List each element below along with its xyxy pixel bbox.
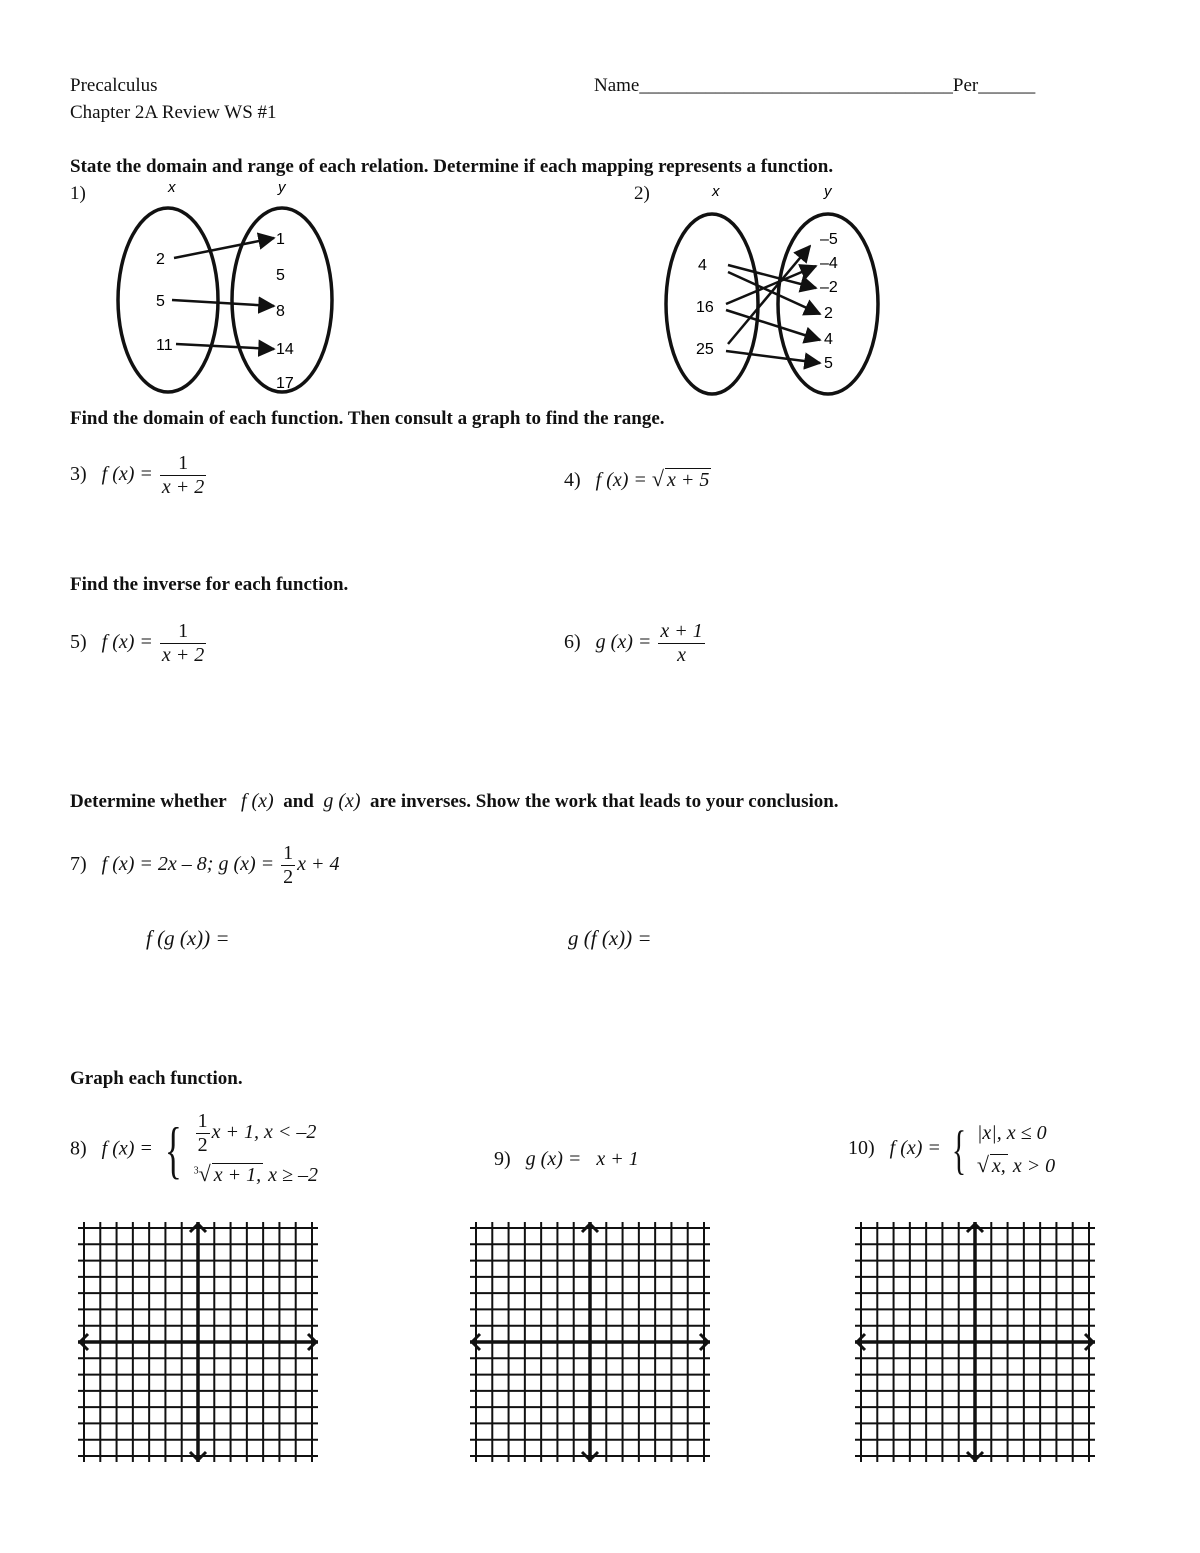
radical-sign: √ [651, 466, 664, 491]
problem-8 [70, 1110, 318, 1190]
problem-9 [494, 1148, 639, 1171]
problem-number: 9) [494, 1148, 511, 1170]
graph-grid-9[interactable] [470, 1222, 710, 1462]
piece-1 [194, 1110, 318, 1157]
denominator: x + 2 [161, 476, 205, 498]
name-field[interactable] [594, 75, 1035, 97]
inline-g: g (x) [323, 790, 361, 812]
radicand: x + 5 [667, 469, 710, 491]
fraction [160, 620, 206, 667]
piece-1-rest: x + 1, x < –2 [211, 1121, 317, 1144]
inverse-instructions: Find the inverse for each function. [70, 574, 349, 595]
radicand: x, [991, 1155, 1006, 1177]
left-brace: { [164, 1114, 182, 1185]
piece-2 [194, 1157, 318, 1190]
mapping-arrow [172, 300, 274, 306]
range-value: –2 [820, 279, 838, 296]
mapping-arrow [174, 238, 274, 258]
function-lhs: g (x) = [595, 631, 652, 654]
problem-7 [70, 842, 340, 889]
instructions-prefix: Determine whether [70, 791, 227, 812]
range-value: 4 [824, 331, 833, 348]
problem-number: 6) [564, 631, 581, 654]
piece-1: |x|, x ≤ 0 [976, 1122, 1047, 1144]
instructions-and: and [283, 791, 314, 812]
domain-value: 11 [156, 337, 173, 354]
inverses-check-instructions [70, 790, 839, 813]
graph-grid-8[interactable] [78, 1222, 318, 1462]
mapping-diagram-2 [660, 176, 890, 398]
piece-2-condition: x > 0 [1012, 1155, 1056, 1177]
denominator: x + 2 [161, 644, 205, 666]
worksheet-title: Chapter 2A Review WS #1 [70, 102, 277, 123]
fraction [196, 1110, 210, 1157]
g-rest: x + 4 [297, 853, 340, 876]
f-definition: f (x) = 2x – 8; [101, 853, 214, 876]
problem-number: 3) [70, 463, 87, 486]
domain-oval [118, 208, 218, 392]
mapping-arrow [726, 351, 820, 363]
piecewise-cases [977, 1118, 1055, 1181]
range-value: 5 [276, 267, 285, 284]
domain-value: 5 [156, 293, 165, 310]
domain-value: 16 [696, 299, 714, 316]
function-lhs: f (x) = [101, 463, 153, 486]
numerator: 1 [160, 452, 206, 476]
denominator: 2 [197, 1134, 208, 1156]
radicand: x + 1, [213, 1164, 262, 1186]
fg-composition-label: f (g (x)) = [146, 926, 230, 950]
radical-index: 3 [193, 1165, 199, 1177]
x-label: x [712, 183, 720, 200]
radical-sign: √ [198, 1161, 211, 1186]
range-value: 5 [824, 355, 833, 372]
y-label: y [278, 179, 286, 196]
problem-5 [70, 620, 208, 667]
domain-instructions: Find the domain of each function. Then consult a graph to find the range. [70, 408, 665, 429]
function-lhs: f (x) = [889, 1137, 941, 1160]
range-value: 14 [276, 341, 294, 358]
domain-value: 4 [698, 257, 707, 274]
per-label: Per______ [952, 75, 1036, 96]
inline-f: f (x) [240, 790, 274, 812]
y-label: y [824, 183, 832, 200]
numerator: x + 1 [660, 620, 703, 642]
piece-2-condition: x ≥ –2 [268, 1164, 318, 1186]
denominator: 2 [283, 866, 294, 888]
problem-1-number: 1) [70, 183, 86, 204]
function-lhs: f (x) = [595, 469, 647, 491]
name-label: Name_________________________________ [594, 75, 953, 96]
problem-number: 4) [564, 469, 581, 491]
course-title: Precalculus [70, 75, 158, 96]
mapping-diagram-1 [100, 176, 350, 398]
problem-3 [70, 452, 208, 499]
problem-number: 8) [70, 1137, 87, 1160]
numerator: 1 [160, 620, 206, 644]
domain-value: 2 [156, 251, 165, 268]
problem-4 [564, 466, 711, 492]
problem-number: 10) [848, 1137, 875, 1160]
problem-number: 7) [70, 853, 87, 876]
g-lhs: g (x) = [218, 853, 275, 876]
domain-value: 25 [696, 341, 714, 358]
function-lhs: f (x) = [101, 631, 153, 654]
gf-composition-label: g (f (x)) = [568, 926, 652, 950]
instructions-suffix: are inverses. Show the work that leads to your conclusion. [370, 791, 839, 812]
fraction [658, 620, 704, 667]
range-value: –5 [820, 231, 838, 248]
range-value: 17 [276, 375, 294, 392]
piecewise-cases [194, 1110, 318, 1190]
mapping-arrow [726, 310, 820, 340]
numerator: 1 [197, 1110, 208, 1132]
problem-6 [564, 620, 707, 667]
problem-number: 5) [70, 631, 87, 654]
range-value: 8 [276, 303, 285, 320]
problem-10 [848, 1118, 1055, 1181]
fraction [160, 452, 206, 499]
mapping-arrow [728, 246, 810, 344]
function-lhs: f (x) = [101, 1137, 153, 1160]
range-value: 2 [824, 305, 833, 322]
numerator: 1 [283, 842, 294, 864]
mapping-instructions: State the domain and range of each relation. Determine if each mapping represents a function. [70, 156, 834, 177]
denominator: x [677, 644, 686, 666]
left-brace: { [951, 1119, 967, 1180]
mapping-arrow [176, 344, 274, 349]
radical-sign: √ [976, 1152, 989, 1177]
function-rhs: x + 1 [596, 1148, 639, 1170]
piece-2 [977, 1148, 1055, 1181]
problem-2-number: 2) [634, 183, 650, 204]
graph-grid-10[interactable] [855, 1222, 1095, 1462]
x-label: x [168, 179, 176, 196]
range-value: –4 [820, 255, 838, 272]
graph-instructions: Graph each function. [70, 1068, 243, 1089]
range-value: 1 [276, 231, 285, 248]
fraction [281, 842, 295, 889]
function-lhs: g (x) = [525, 1148, 582, 1170]
